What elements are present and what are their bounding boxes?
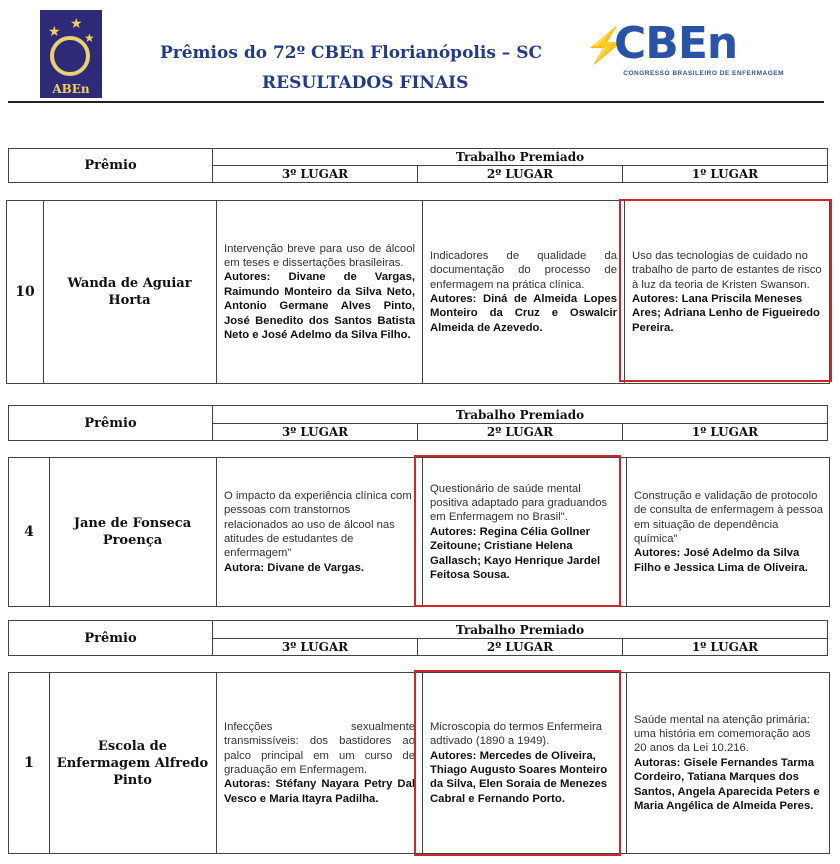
award-number: 4 — [9, 458, 50, 606]
work-authors: Autores: José Adelmo da Silva Filho e Jessica Lima de Oliveira. — [634, 547, 808, 574]
work-title: Intervenção breve para uso de álcool em teses e dissertações brasileiras. — [224, 242, 415, 269]
second-place-cell — [423, 201, 625, 383]
first-place-cell — [627, 673, 831, 853]
work-authors: Autoras: Stéfany Nayara Petry Dal Vesco e Maria Itayra Padilha. — [224, 778, 415, 805]
third-place-header: 3º LUGAR — [213, 639, 418, 656]
work-title: Construção e validação de protocolo de consulta de enfermagem à pessoa em situação de dependência química" — [634, 489, 824, 545]
third-place-cell — [217, 458, 423, 606]
second-place-header: 2º LUGAR — [418, 639, 623, 656]
cben-logo-text: CBEn — [614, 18, 738, 69]
second-place-header: 2º LUGAR — [418, 424, 623, 441]
award-name: Wanda de Aguiar Horta — [43, 201, 217, 383]
award-name: Jane de Fonseca Proença — [49, 458, 217, 606]
trabalho-header: Trabalho Premiado — [213, 406, 828, 424]
globe-icon — [50, 36, 90, 76]
work-title: Microscopia do termos Enfermeira adtivado (1890 a 1949). — [430, 720, 603, 748]
premio-header: Prêmio — [9, 149, 213, 183]
work-title: Uso das tecnologias de cuidado no trabalho de parto de estantes de risco à luz da teoria de Kristen Swanson. — [632, 249, 822, 291]
work-authors: Autores: Lana Priscila Meneses Ares; Adriana Lenho de Figueiredo Pereira. — [632, 293, 820, 334]
work-authors: Autores: Mercedes de Oliveira, Thiago Augusto Soares Monteiro da Silva, Elen Soraia de Menezes Cabral e Fernando Porto. — [430, 749, 608, 805]
premio-header: Prêmio — [9, 621, 213, 656]
aben-logo-text: ABEn — [52, 82, 90, 96]
third-place-cell — [217, 673, 423, 853]
award-name: Escola de Enfermagem Alfredo Pinto — [49, 673, 217, 853]
third-place-cell — [217, 201, 423, 383]
work-authors: Autores: Regina Célia Gollner Zeitoune; Cristiane Helena Gallasch; Kayo Henrique Jardel Feitosa Sousa. — [430, 525, 601, 582]
winner-highlight — [414, 455, 621, 607]
work-authors: Autoras: Gisele Fernandes Tarma Cordeiro, Tatiana Marques dos Santos, Angela Aparecida Peters e Maria Angélica de Almeida Peres. — [634, 756, 820, 813]
third-place-header: 3º LUGAR — [213, 424, 418, 441]
lightning-icon: ⚡ — [584, 27, 627, 65]
work-title: Saúde mental na atenção primária: uma história em comemoração aos 20 anos da Lei 10.216. — [634, 713, 811, 755]
cben-logo — [584, 20, 784, 84]
trabalho-header: Trabalho Premiado — [213, 621, 828, 639]
aben-logo — [40, 10, 102, 98]
award-table-header — [8, 620, 828, 656]
first-place-header: 1º LUGAR — [623, 639, 828, 656]
award-table-header — [8, 405, 828, 441]
award-table-header — [8, 148, 828, 183]
document-header — [0, 0, 840, 104]
work-authors: Autora: Divane de Vargas. — [224, 561, 365, 574]
winner-highlight — [619, 199, 832, 382]
title-line-2: RESULTADOS FINAIS — [262, 73, 469, 93]
star-icon: ★ — [70, 15, 83, 31]
work-authors: Autores: Diná de Almeida Lopes Monteiro da Cruz e Oswalcir Almeida de Azevedo. — [430, 293, 617, 334]
work-title: Indicadores de qualidade da documentação do processo de enfermagem na prática clínica. — [430, 249, 617, 291]
winner-highlight — [414, 670, 621, 856]
first-place-cell — [627, 458, 831, 606]
header-divider — [8, 101, 824, 103]
second-place-header: 2º LUGAR — [418, 166, 623, 183]
trabalho-header: Trabalho Premiado — [213, 149, 828, 166]
work-title: O impacto da experiência clínica com pessoas com transtornos relacionados ao uso de álcool nas atitudes de estudantes de enfermagem" — [224, 489, 412, 560]
first-place-header: 1º LUGAR — [623, 166, 828, 183]
third-place-header: 3º LUGAR — [213, 166, 418, 183]
star-icon: ★ — [84, 31, 95, 45]
title-line-1: Prêmios do 72º CBEn Florianópolis – SC — [160, 43, 543, 63]
premio-header: Prêmio — [9, 406, 213, 441]
work-title: Infecções sexualmente transmissíveis: dos bastidores ao palco principal em um curso de graduação em Enfermagem. — [224, 720, 415, 776]
work-title: Questionário de saúde mental positiva adaptado para graduandos em Enfermagem no Brasil". — [430, 482, 608, 524]
first-place-header: 1º LUGAR — [623, 424, 828, 441]
cben-logo-subtitle: CONGRESSO BRASILEIRO DE ENFERMAGEM — [623, 70, 784, 77]
award-number: 1 — [9, 673, 50, 853]
work-authors: Autores: Divane de Vargas, Raimundo Monteiro da Silva Neto, Antonio Germane Alves Pinto, José Benedito dos Santos Batista Neto e José Adelmo da Silva Filho. — [224, 271, 415, 342]
star-icon: ★ — [48, 23, 61, 39]
award-number: 10 — [7, 201, 44, 383]
